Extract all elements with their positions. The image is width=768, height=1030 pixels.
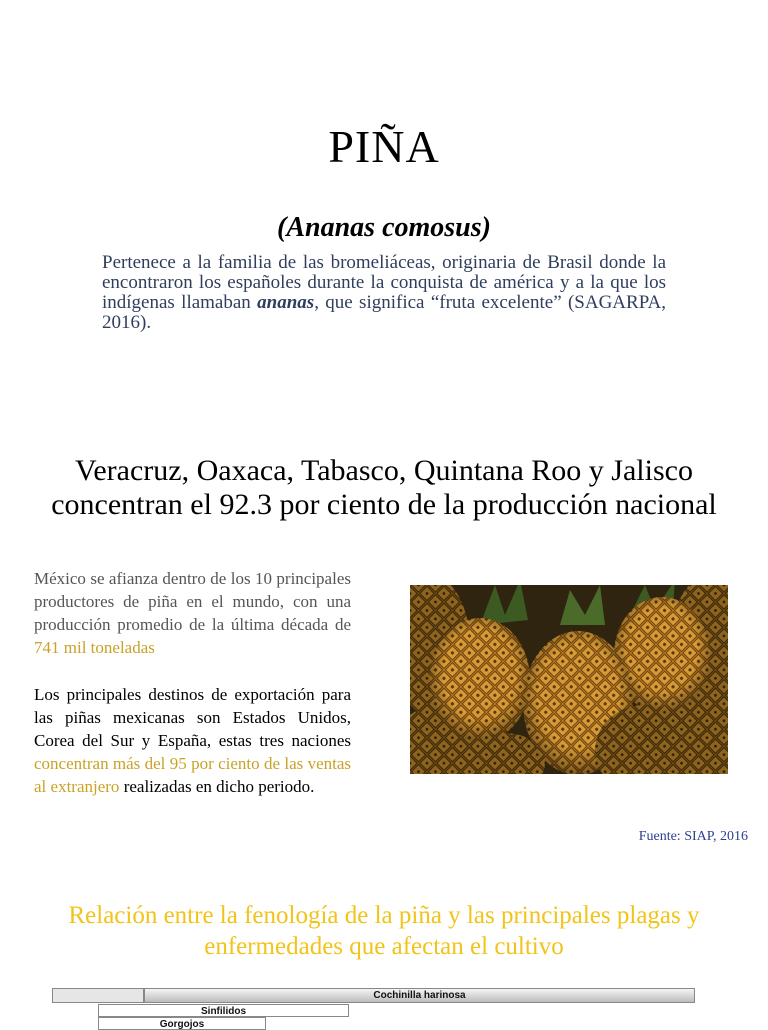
export-highlight: concentran más del 95 por ciento de las ventas al extranjero [34, 754, 351, 796]
production-paragraph [34, 567, 351, 659]
table-row-sinfilidos: Sinfilidos [98, 1004, 349, 1017]
production-headline: Veracruz, Oaxaca, Tabasco, Quintana Roo y Jalisco concentran el 92.3 por ciento de la producción nacional [51, 454, 717, 521]
intro-paragraph [102, 253, 666, 333]
pineapple-photo [410, 585, 728, 774]
export-text: Los principales destinos de exportación para las piñas mexicanas son Estados Unidos, Corea del Sur y España, estas tres naciones [34, 685, 351, 750]
intro-text-1: Pertenece a la familia de las bromeliáceas, originaria de Brasil donde la encontraron los españoles durante la conquista de américa y a la que los indígenas llamaban [102, 252, 666, 313]
production-highlight: 741 mil toneladas [34, 638, 155, 657]
phenology-table [52, 987, 695, 1030]
scientific-name: (Ananas comosus) [277, 212, 491, 243]
page-title: PIÑA [328, 121, 440, 172]
intro-text-2: , que significa “fruta excelente” (SAGARPA, 2016). [102, 292, 666, 333]
table-row-gorgojos: Gorgojos [98, 1017, 266, 1030]
source-caption: Fuente: SIAP, 2016 [638, 829, 748, 844]
intro-emphasis: ananas [257, 292, 315, 313]
export-tail: realizadas en dicho periodo. [119, 777, 315, 796]
table-row-cochinilla: Cochinilla harinosa [144, 988, 695, 1003]
section-title: Relación entre la fenología de la piña y las principales plagas y enfermedades que afectan el cultivo [68, 902, 700, 960]
export-paragraph [34, 683, 351, 798]
production-text: México se afianza dentro de los 10 principales productores de piña en el mundo, con una producción promedio de la última década de [34, 569, 351, 634]
table-header-spacer [52, 988, 144, 1003]
